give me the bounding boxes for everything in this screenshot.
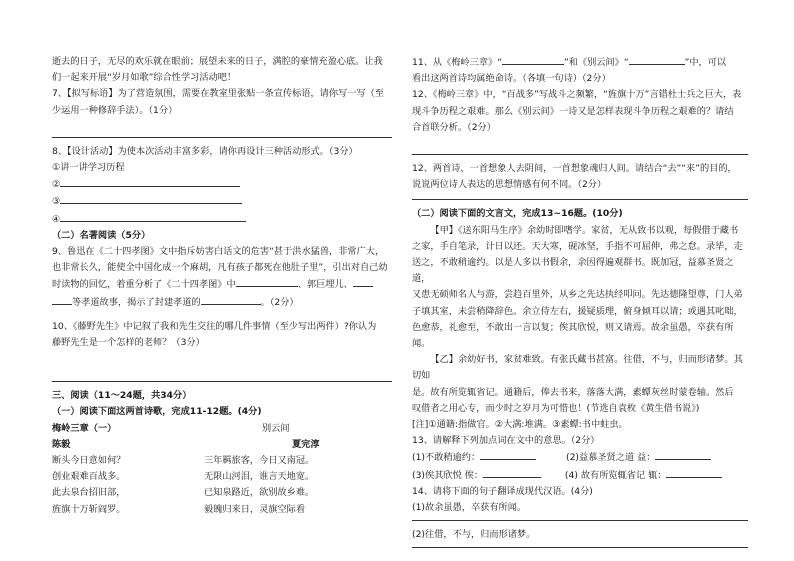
- question-7-answer-line[interactable]: [52, 127, 392, 138]
- poem-2-line: 已知泉路近，欲别故乡难。: [204, 487, 315, 499]
- question-8-item-4[interactable]: ④: [52, 211, 392, 228]
- question-13: 13、请解释下列加点词在文中的意思。（2分）: [412, 435, 600, 447]
- passage-jia-line: 色愈恭，礼愈至，不敢出一言以复；俟其欣悦，则又请焉。故余虽愚，卒获有所闻。: [412, 321, 734, 350]
- question-10-line-1: 10、《藤野先生》中记叙了我和先生交往的哪几件事情（至少写出两件）?你认为: [52, 320, 377, 332]
- poem-1-line: 旌旗十万斩阎罗。: [52, 503, 126, 515]
- poems: [52, 421, 392, 515]
- poem-1-line: 断头今日意如何？: [52, 455, 126, 467]
- question-12-line-1: 12、《梅岭三章》中，“百战多”写战斗之频繁，“旌旗十万”言错杜士兵之巨大，表: [412, 89, 742, 101]
- question-11-line-2: 看出这两首诗均属绝命诗。（各填一句诗）（2分）: [412, 73, 611, 85]
- poem-2-author: 夏完淳: [292, 438, 320, 450]
- question-9-line-2: 也非常长久，能使全中国化成一个麻胡，凡有孩子都死在他肚子里”，引出对自己幼: [52, 262, 388, 274]
- question-12b-line-2: 说说两位诗人表达的思想情感有何不同。（2分）: [412, 179, 607, 191]
- section-2-heading: （二）名著阅读（5分）: [52, 229, 151, 241]
- question-7-line-2: 少运用一种修辞手法）。（1分）: [52, 104, 178, 116]
- poem-2-line: 毅魄归来日，灵旗空际看: [204, 503, 306, 515]
- question-12-line-2: 现斗争历程之艰难。那么《别云间》一诗又是怎样表现斗争历程之艰难的？请结: [412, 105, 734, 117]
- question-7-line-1: 7、【拟写标语】为了营造氛围，需要在教室里张贴一条宣传标语，请你写一写（至: [52, 88, 384, 100]
- question-12b-line-1: 12、两首诗，一首想象人去阴间，一首想象魂归人间。请结合“去”“来”的目的，: [412, 163, 737, 175]
- poem-2-line: 三年羁旅客，今日又南冠。: [204, 455, 315, 467]
- question-12b-answer-line[interactable]: [412, 193, 748, 200]
- question-9-line-1: 9、鲁迅在《二十四孝图》文中指斥妨害白话文的危害“甚于洪水猛兽，非常广大，: [52, 246, 385, 258]
- question-11-line-1[interactable]: 11、从《梅岭三章》“ ”和《别云间》“ ”中，可以: [412, 54, 748, 71]
- question-8: 8、【设计活动】为使本次活动丰富多彩，请你再设计三种活动形式。（3分）: [52, 145, 358, 157]
- question-14: 14、请将下面的句子翻译成现代汉语。(4分): [412, 485, 593, 497]
- question-12-line-3: 合首联分析。（2分）: [412, 121, 496, 133]
- poem-2-line: 无限山河泪，谁言天地宽。: [204, 471, 315, 483]
- poem-2-title: 别云间: [262, 422, 290, 434]
- passage-note: [注]①通籍:指做官。②大满:堆满。③素蟫:书中蛀虫。: [412, 419, 628, 431]
- passage-jia-line: 送之，不敢稍逾约。以是人多以书假余，余因得遍观群书。既加冠，益慕圣贤之道，: [412, 257, 734, 285]
- passage-yi-line: 叹借者之用心专，而少时之岁月为可惜也！(节选自袁枚《黄生借书说》): [412, 402, 700, 414]
- poem-bieyunjian: [204, 421, 320, 518]
- intro-line-1: 逝去的日子，无尽的欢乐就在眼前；展望未来的日子，满腔的豪情充盈心底。让我: [52, 56, 383, 67]
- question-14-item-1: (1)故余虽愚，卒获有所闻。: [412, 502, 527, 514]
- intro-line-2: 们一起来开展“岁月如歌”综合性学习活动吧！: [52, 72, 237, 84]
- question-8-item-1: ①讲一讲学习历程: [52, 162, 125, 174]
- section-3-1-heading: （一）阅读下面这两首诗歌，完成11-12题。(4分): [52, 406, 262, 418]
- question-14-1-answer-line[interactable]: [412, 516, 748, 521]
- poem-1-title: 梅岭三章（一）: [52, 422, 117, 434]
- left-column: [52, 54, 392, 515]
- right-column: [412, 54, 748, 554]
- question-10-answer-line[interactable]: [52, 371, 392, 382]
- question-13-row-1[interactable]: (1)不敢稍逾约： (2)益慕圣贤之道 益：: [412, 449, 748, 466]
- question-10-line-2: 藤野先生是一个怎样的老师？（3分）: [52, 337, 205, 349]
- section-b-heading: （二）阅读下面的文言文，完成13~16题。(10分): [412, 208, 623, 220]
- poem-1-line: 此去泉台招旧部，: [52, 487, 126, 499]
- question-8-item-3[interactable]: ③: [52, 193, 392, 210]
- question-8-item-2[interactable]: ②: [52, 176, 392, 193]
- passage-yi-line: 是。故有所览辄省记。通籍后，俸去书来，落落大满，素蟫灰丝时蒙卷轴。然后: [412, 386, 734, 398]
- poem-meiling: [52, 421, 126, 518]
- question-9-line-3[interactable]: 时读物的回忆，着重分析了《二十四孝图》中 、郭巨埋儿、: [52, 276, 392, 293]
- question-12-answer-line[interactable]: [412, 144, 748, 155]
- passage-jia-line: 又患无硕师名人与游，尝趋百里外，从乡之先达执经叩问。先达德隆望尊，门人弟: [412, 289, 743, 301]
- passage-jia-line: 【甲】《送东阳马生序》余幼时即嗜学。家贫，无从致书以观，每假借于藏书: [430, 224, 739, 236]
- poem-1-author: 陈毅: [52, 438, 71, 450]
- question-9-line-4[interactable]: 等孝道故事，揭示了封建孝道的 。（2分）: [52, 294, 392, 311]
- question-14-item-2: (2)往借，不与，归而形诸梦。: [412, 529, 536, 541]
- passage-yi-line: 【乙】余幼好书，家贫难致。有张氏藏书甚富。往借，不与，归而形诸梦。其切如: [412, 354, 743, 382]
- section-3-heading: 三、阅读（11～24题，共34分）: [52, 390, 192, 402]
- passage-jia-line: 子填其室，未尝稍降辞色。余立侍左右，援疑质理，俯身倾耳以请；或遇其叱咄，: [412, 305, 743, 317]
- question-14-2-answer-line[interactable]: [412, 543, 748, 548]
- poem-1-line: 创业艰难百战多。: [52, 471, 126, 483]
- question-13-row-2[interactable]: (3)俟其欣悦 俟： (4) 故有所览辄省记 辄：: [412, 467, 748, 484]
- passage-jia-line: 之家，手自笔录，计日以还。天大寒，砚冰坚，手指不可屈伸，弗之怠。录毕，走: [412, 240, 743, 252]
